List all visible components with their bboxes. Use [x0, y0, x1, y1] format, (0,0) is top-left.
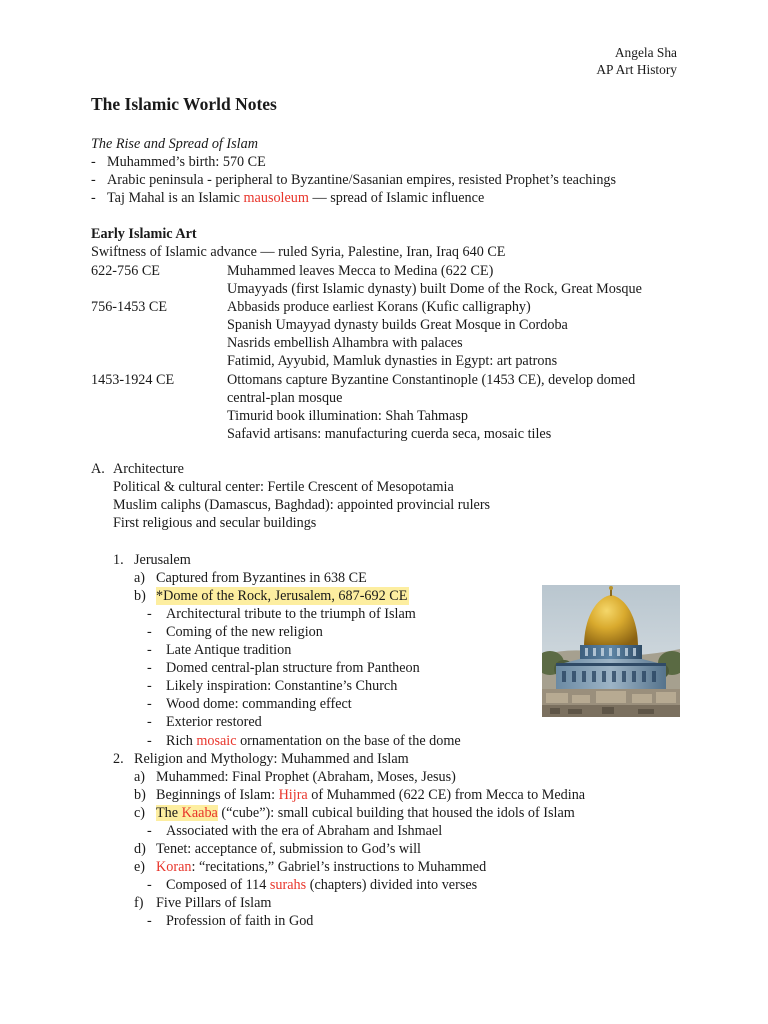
period-line: Ottomans capture Byzantine Constantinople (1453 CE), develop domed: [227, 372, 636, 388]
outline-marker: b): [134, 588, 146, 604]
dash-item: - Wood dome: commanding effect: [147, 696, 352, 712]
period-line: Spanish Umayyad dynasty builds Great Mosque in Cordoba: [227, 317, 568, 333]
intro-bullet: - Muhammed’s birth: 570 CE: [91, 154, 266, 170]
dash-item: - Rich mosaic ornamentation on the base of the dome: [147, 733, 461, 749]
intro-bullet: - Arabic peninsula - peripheral to Byzantine/Sasanian empires, resisted Prophet’s teachings: [91, 172, 617, 188]
term-surahs: surahs: [269, 877, 307, 893]
outline-marker: a): [134, 570, 146, 586]
period-date: 622-756 CE: [91, 263, 160, 279]
jerusalem-heading: Jerusalem: [134, 552, 191, 568]
outline-marker: a): [134, 769, 146, 785]
dash-item: - Late Antique tradition: [147, 642, 292, 658]
dash-item: - Profession of faith in God: [147, 913, 314, 929]
period-date: 756-1453 CE: [91, 299, 168, 315]
dash-item: - Exterior restored: [147, 714, 262, 730]
intro-bullet: - Taj Mahal is an Islamic mausoleum — spread of Islamic influence: [91, 190, 485, 206]
dash-item: - Associated with the era of Abraham and Ishmael: [147, 823, 443, 839]
period-line: Umayyads (first Islamic dynasty) built Dome of the Rock, Great Mosque: [227, 281, 642, 297]
outline-marker: c): [134, 805, 146, 821]
period-line: Nasrids embellish Alhambra with palaces: [227, 335, 463, 351]
term-mosaic: mosaic: [196, 733, 237, 749]
religion-point: Tenet: acceptance of, submission to God’s will: [156, 841, 421, 857]
religion-heading: Religion and Mythology: Muhammed and Islam: [134, 751, 409, 767]
religion-point: Muhammed: Final Prophet (Abraham, Moses, Jesus): [156, 769, 456, 785]
dash-item: - Composed of 114 surahs (chapters) divided into verses: [147, 877, 478, 893]
jerusalem-point: Captured from Byzantines in 638 CE: [156, 570, 367, 586]
intro-subtitle: The Rise and Spread of Islam: [91, 136, 258, 152]
author-name: Angela Sha: [614, 45, 677, 60]
outline-marker: A.: [91, 461, 105, 477]
architecture-line: Political & cultural center: Fertile Crescent of Mesopotamia: [113, 479, 454, 495]
period-line: Fatimid, Ayyubid, Mamluk dynasties in Egypt: art patrons: [227, 353, 558, 369]
term-koran: Koran: [156, 859, 192, 875]
period-line: Safavid artisans: manufacturing cuerda seca, mosaic tiles: [227, 426, 552, 442]
religion-point: The Kaaba (“cube”): small cubical building that housed the idols of Islam: [156, 805, 575, 821]
term-mausoleum: mausoleum: [243, 190, 309, 206]
outline-marker: f): [134, 895, 144, 911]
dome-of-the-rock-photo: [542, 585, 680, 717]
religion-point: Beginnings of Islam: Hijra of Muhammed (622 CE) from Mecca to Medina: [156, 787, 586, 803]
dome-of-the-rock-highlight: *Dome of the Rock, Jerusalem, 687-692 CE: [156, 588, 408, 604]
architecture-line: Muslim caliphs (Damascus, Baghdad): appointed provincial rulers: [113, 497, 491, 513]
period-line: central-plan mosque: [227, 390, 343, 406]
term-hijra: Hijra: [278, 787, 308, 803]
architecture-line: First religious and secular buildings: [113, 515, 317, 531]
outline-marker: 1.: [113, 552, 124, 568]
outline-marker: d): [134, 841, 146, 857]
term-kaaba: Kaaba: [181, 805, 218, 821]
religion-point: Koran: “recitations,” Gabriel’s instructions to Muhammed: [156, 859, 487, 875]
outline-marker: e): [134, 859, 146, 875]
dash-item: - Likely inspiration: Constantine’s Church: [147, 678, 398, 694]
outline-marker: b): [134, 787, 146, 803]
page-title: The Islamic World Notes: [91, 94, 277, 114]
period-line: Muhammed leaves Mecca to Medina (622 CE): [227, 263, 494, 279]
period-line: Timurid book illumination: Shah Tahmasp: [227, 408, 468, 424]
religion-point: Five Pillars of Islam: [156, 895, 272, 911]
period-line: Abbasids produce earliest Korans (Kufic calligraphy): [227, 299, 531, 315]
section-heading: Early Islamic Art: [91, 226, 197, 242]
kaaba-highlight: The Kaaba: [156, 805, 218, 821]
course-name: AP Art History: [596, 62, 677, 77]
early-summary: Swiftness of Islamic advance — ruled Syria, Palestine, Iran, Iraq 640 CE: [91, 244, 506, 260]
dash-item: - Architectural tribute to the triumph of Islam: [147, 606, 416, 622]
outline-marker: 2.: [113, 751, 124, 767]
dash-item: - Coming of the new religion: [147, 624, 323, 640]
dash-item: - Domed central-plan structure from Pantheon: [147, 660, 420, 676]
architecture-heading: Architecture: [113, 461, 184, 477]
period-date: 1453-1924 CE: [91, 372, 175, 388]
